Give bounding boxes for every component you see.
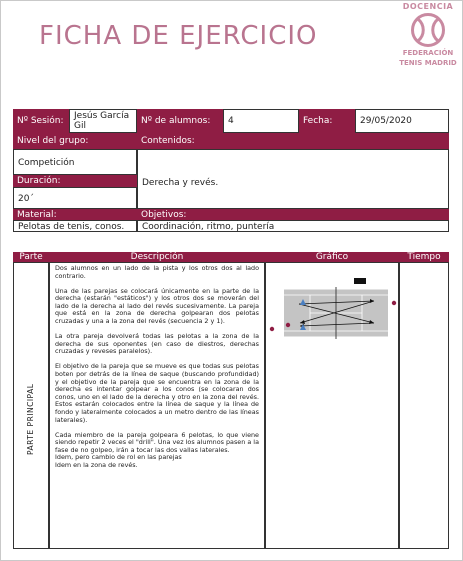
col-parte-header: Parte — [13, 252, 49, 262]
students-label: Nº de alumnos: — [137, 109, 223, 133]
logo-line-2: TENIS MADRID — [399, 59, 457, 67]
session-value: Jesús García Gil — [69, 109, 137, 133]
description-cell — [49, 262, 265, 549]
objectives-value: Coordinación, ritmo, puntería — [137, 220, 449, 232]
contents-label: Contenidos: — [137, 133, 449, 149]
date-label: Fecha: — [299, 109, 355, 133]
material-value: Pelotas de tenis, conos. — [13, 220, 137, 232]
description-text — [55, 265, 259, 470]
duration-value: 20´ — [13, 187, 137, 209]
session-label: Nº Sesión: — [13, 109, 69, 133]
duration-label: Duración: — [13, 175, 137, 187]
description-paragraph: La otra pareja devolverá todas las pelotas a la zona de la derecha de sus oponentes (en caso de diestros, derechas cruzadas y reveses paralelos). — [55, 332, 259, 356]
player-marker — [392, 301, 396, 305]
logo-top-text: DOCENCIA — [402, 2, 454, 11]
page-title: FICHA DE EJERCICIO — [39, 21, 318, 51]
parte-cell — [13, 262, 49, 549]
group-level-value: Competición — [13, 149, 137, 175]
federation-logo — [395, 1, 461, 67]
court-diagram — [266, 263, 398, 353]
description-paragraph: El objetivo de la pareja que se mueve es que todas sus pelotas boten por detrás de la línea de saque (buscando profundidad) y el objetivo de la pareja que se encuentra en la zona de la derecha es intentar golpear a los conos (se colocaran dos conos, uno en el lado de la derecha y otro en la zona del revés. Estos estarán colocados entre la línea de saque y la línea de fondo y lateralmente colocados a un metro dentro de las líneas laterales). — [55, 362, 259, 424]
player-marker — [270, 327, 274, 331]
description-paragraph: Cada miembro de la pareja golpeara 6 pelotas, lo que viene siendo repetir 2 veces el "drill". Una vez los alumnos pasen a la fase de no golpeo, irán a tocar las dos vallas laterales. Idem, pero cambio de rol en las parejas Idem en la zona de revés. — [55, 430, 259, 470]
tiempo-cell — [399, 262, 449, 549]
students-value: 4 — [223, 109, 299, 133]
col-tiempo-header: Tiempo — [399, 252, 449, 262]
player-marker — [286, 323, 290, 327]
logo-line-1: FEDERACIÓN — [402, 49, 454, 57]
parte-value: PARTE PRINCIPAL — [26, 383, 35, 455]
basket-icon — [354, 278, 366, 284]
tennis-ball-icon — [411, 13, 445, 47]
date-value: 29/05/2020 — [355, 109, 449, 133]
col-grafico-header: Gráfico — [265, 252, 399, 262]
description-paragraph: Una de las parejas se colocará únicamente en la parte de la derecha (estarán "estáticos") y los otros dos se moverán del lado de la derecha al lado del revés sucesivamente. La pareja que está en la zona de derecha golpearan dos pelotas cruzadas y una a la zona del revés (secuencia 2 y 1). — [55, 286, 259, 326]
contents-value: Derecha y revés. — [137, 149, 449, 209]
grafico-cell — [265, 262, 399, 549]
col-descripcion-header: Descripción — [49, 252, 265, 262]
description-paragraph: Dos alumnos en un lado de la pista y los otros dos al lado contrario. — [55, 264, 259, 280]
objectives-label: Objetivos: — [137, 209, 449, 220]
group-level-label: Nivel del grupo: — [13, 133, 137, 149]
material-label: Material: — [13, 209, 137, 220]
